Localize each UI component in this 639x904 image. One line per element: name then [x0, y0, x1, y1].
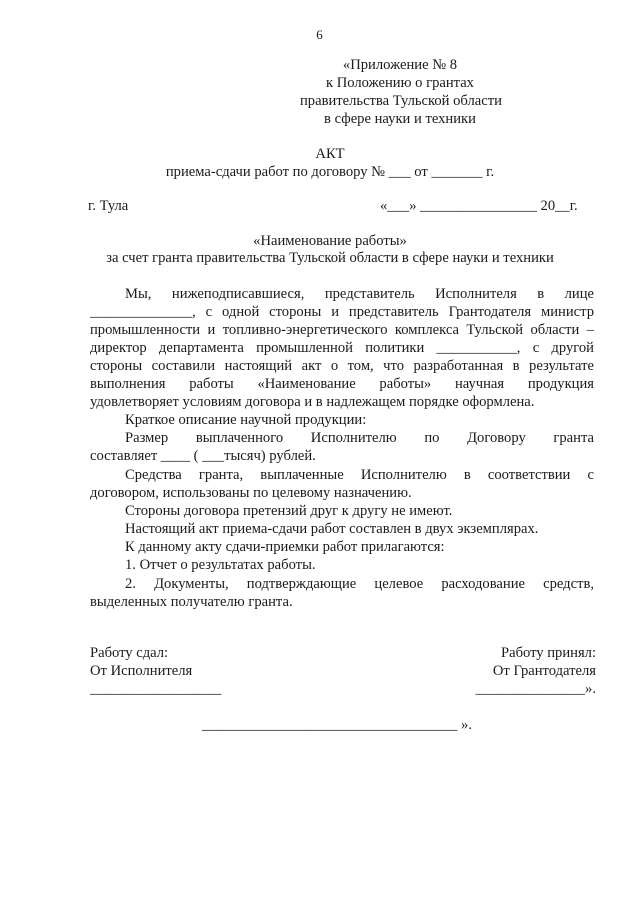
act-subheading: приема-сдачи работ по договору № ___ от _______ г. — [165, 164, 495, 180]
appendix-line-2: к Положению о грантах — [326, 75, 474, 91]
paragraph-line: Средства гранта, выплаченные Исполнителю в соответствии с — [125, 467, 594, 483]
attachments-label: К данному акту сдачи-приемки работ прилагаются: — [125, 539, 445, 555]
paragraph-line: Стороны договора претензий друг к другу не имеют. — [125, 503, 453, 519]
appendix-line-1: «Приложение № 8 — [342, 57, 458, 73]
paragraph-line: директор департамента промышленной политики ___________, с другой — [90, 340, 594, 356]
appendix-header — [300, 56, 500, 128]
appendix-line-4: в сфере науки и техники — [324, 111, 476, 127]
work-name: «Наименование работы» — [253, 233, 407, 249]
paragraph-line: выделенных получателю гранта. — [90, 594, 293, 610]
grantor-label: От Грантодателя — [492, 663, 596, 679]
handed-over-label: Работу сдал: — [90, 645, 169, 661]
paragraph-line: стороны составили настоящий акт о том, что разработанная в результате — [90, 358, 594, 374]
attachment-item-2: 2. Документы, подтверждающие целевое расходование средств, — [125, 576, 594, 592]
paragraph-line: ______________, с одной стороны и представитель Грантодателя министр — [90, 304, 594, 320]
act-date: «___» ________________ 20__г. — [380, 198, 578, 214]
city: г. Тула — [88, 198, 129, 214]
paragraph-line: Мы, нижеподписавшиеся, представитель Исполнителя в лице — [125, 286, 594, 302]
page-number: 6 — [316, 27, 323, 42]
paragraph-line: Настоящий акт приема-сдачи работ составлен в двух экземплярах. — [125, 521, 539, 537]
appendix-line-3: правительства Тульской области — [300, 93, 502, 109]
paragraph-line: удовлетворяет условиям договора и в надлежащем порядке оформлена. — [90, 394, 535, 410]
paragraph-line: договором, использованы по целевому назначению. — [90, 485, 412, 501]
bottom-signature-line: ___________________________________ ». — [202, 717, 472, 733]
product-description-label: Краткое описание научной продукции: — [125, 412, 367, 428]
paragraph-line: выполнения работы «Наименование работы» научная продукция — [90, 376, 594, 392]
paragraph-line: промышленности и топливно-энергетического комплекса Тульской области – — [90, 322, 594, 338]
executor-signature-line: __________________ — [90, 681, 222, 697]
paragraph-line: Размер выплаченного Исполнителю по Договору гранта — [125, 430, 594, 446]
accepted-label: Работу принял: — [500, 645, 596, 661]
grantor-signature-line: _______________». — [475, 681, 596, 697]
work-funding: за счет гранта правительства Тульской области в сфере науки и техники — [106, 250, 554, 266]
executor-label: От Исполнителя — [90, 663, 193, 679]
paragraph-line: составляет ____ ( ___тысяч) рублей. — [90, 448, 316, 464]
act-heading: АКТ — [315, 146, 345, 162]
attachment-item-1: 1. Отчет о результатах работы. — [125, 557, 316, 573]
